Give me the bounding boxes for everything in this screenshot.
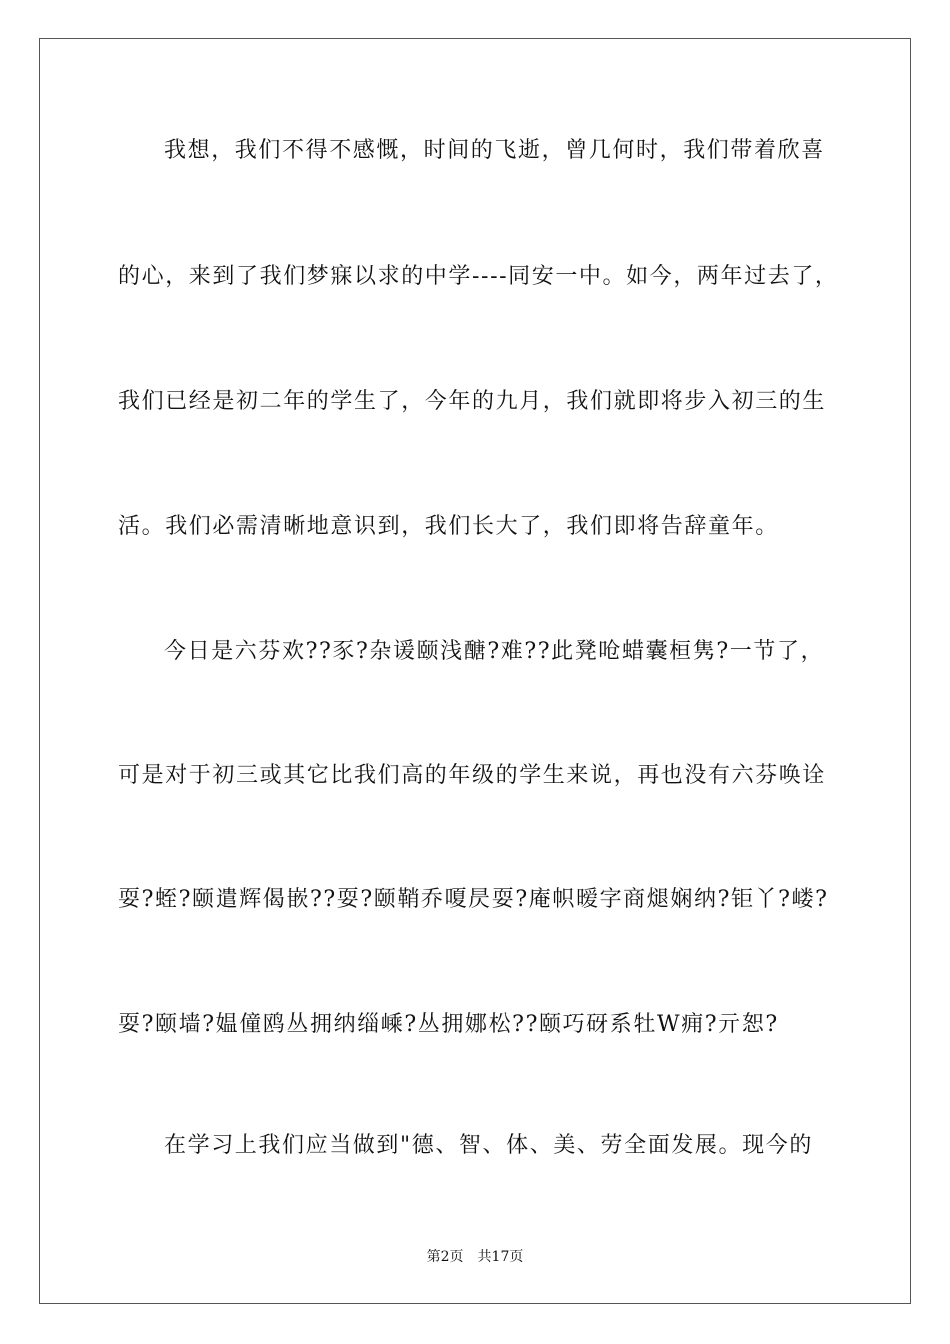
text-line-7: 耍?蛭?颐遣辉偈嵌??耍?颐鞘乔嗄昃耍?庵帜暧字商煺娴纳?钜丫?嵝? bbox=[118, 887, 829, 912]
page-number: 第2页 bbox=[426, 1249, 464, 1265]
page-footer bbox=[0, 1248, 950, 1266]
text-line-6: 可是对于初三或其它比我们高的年级的学生来说，再也没有六芬唤诠 bbox=[118, 763, 827, 788]
text-line-4: 活。我们必需清晰地意识到，我们长大了，我们即将告辞童年。 bbox=[118, 514, 779, 539]
text-line-1: 我想，我们不得不感慨，时间的飞逝，曾几何时，我们带着欣喜 bbox=[164, 138, 825, 163]
text-line-3: 我们已经是初二年的学生了，今年的九月，我们就即将步入初三的生 bbox=[118, 389, 827, 414]
text-line-8: 耍?颐墙?媪僮鸥丛拥纳缁嵊?丛拥娜松??颐巧砑系牡W痈?亓恕? bbox=[118, 1012, 779, 1037]
page-total: 共17页 bbox=[477, 1249, 524, 1265]
page-frame bbox=[39, 38, 911, 1304]
text-line-5: 今日是六芬欢??豕?杂谖颐浅醣?难??此凳呛蜡囊桓隽?一节了， bbox=[164, 639, 825, 664]
text-line-2: 的心，来到了我们梦寐以求的中学----同安一中。如今，两年过去了， bbox=[118, 264, 839, 289]
text-line-9: 在学习上我们应当做到"德、智、体、美、劳全面发展。现今的 bbox=[164, 1133, 813, 1158]
